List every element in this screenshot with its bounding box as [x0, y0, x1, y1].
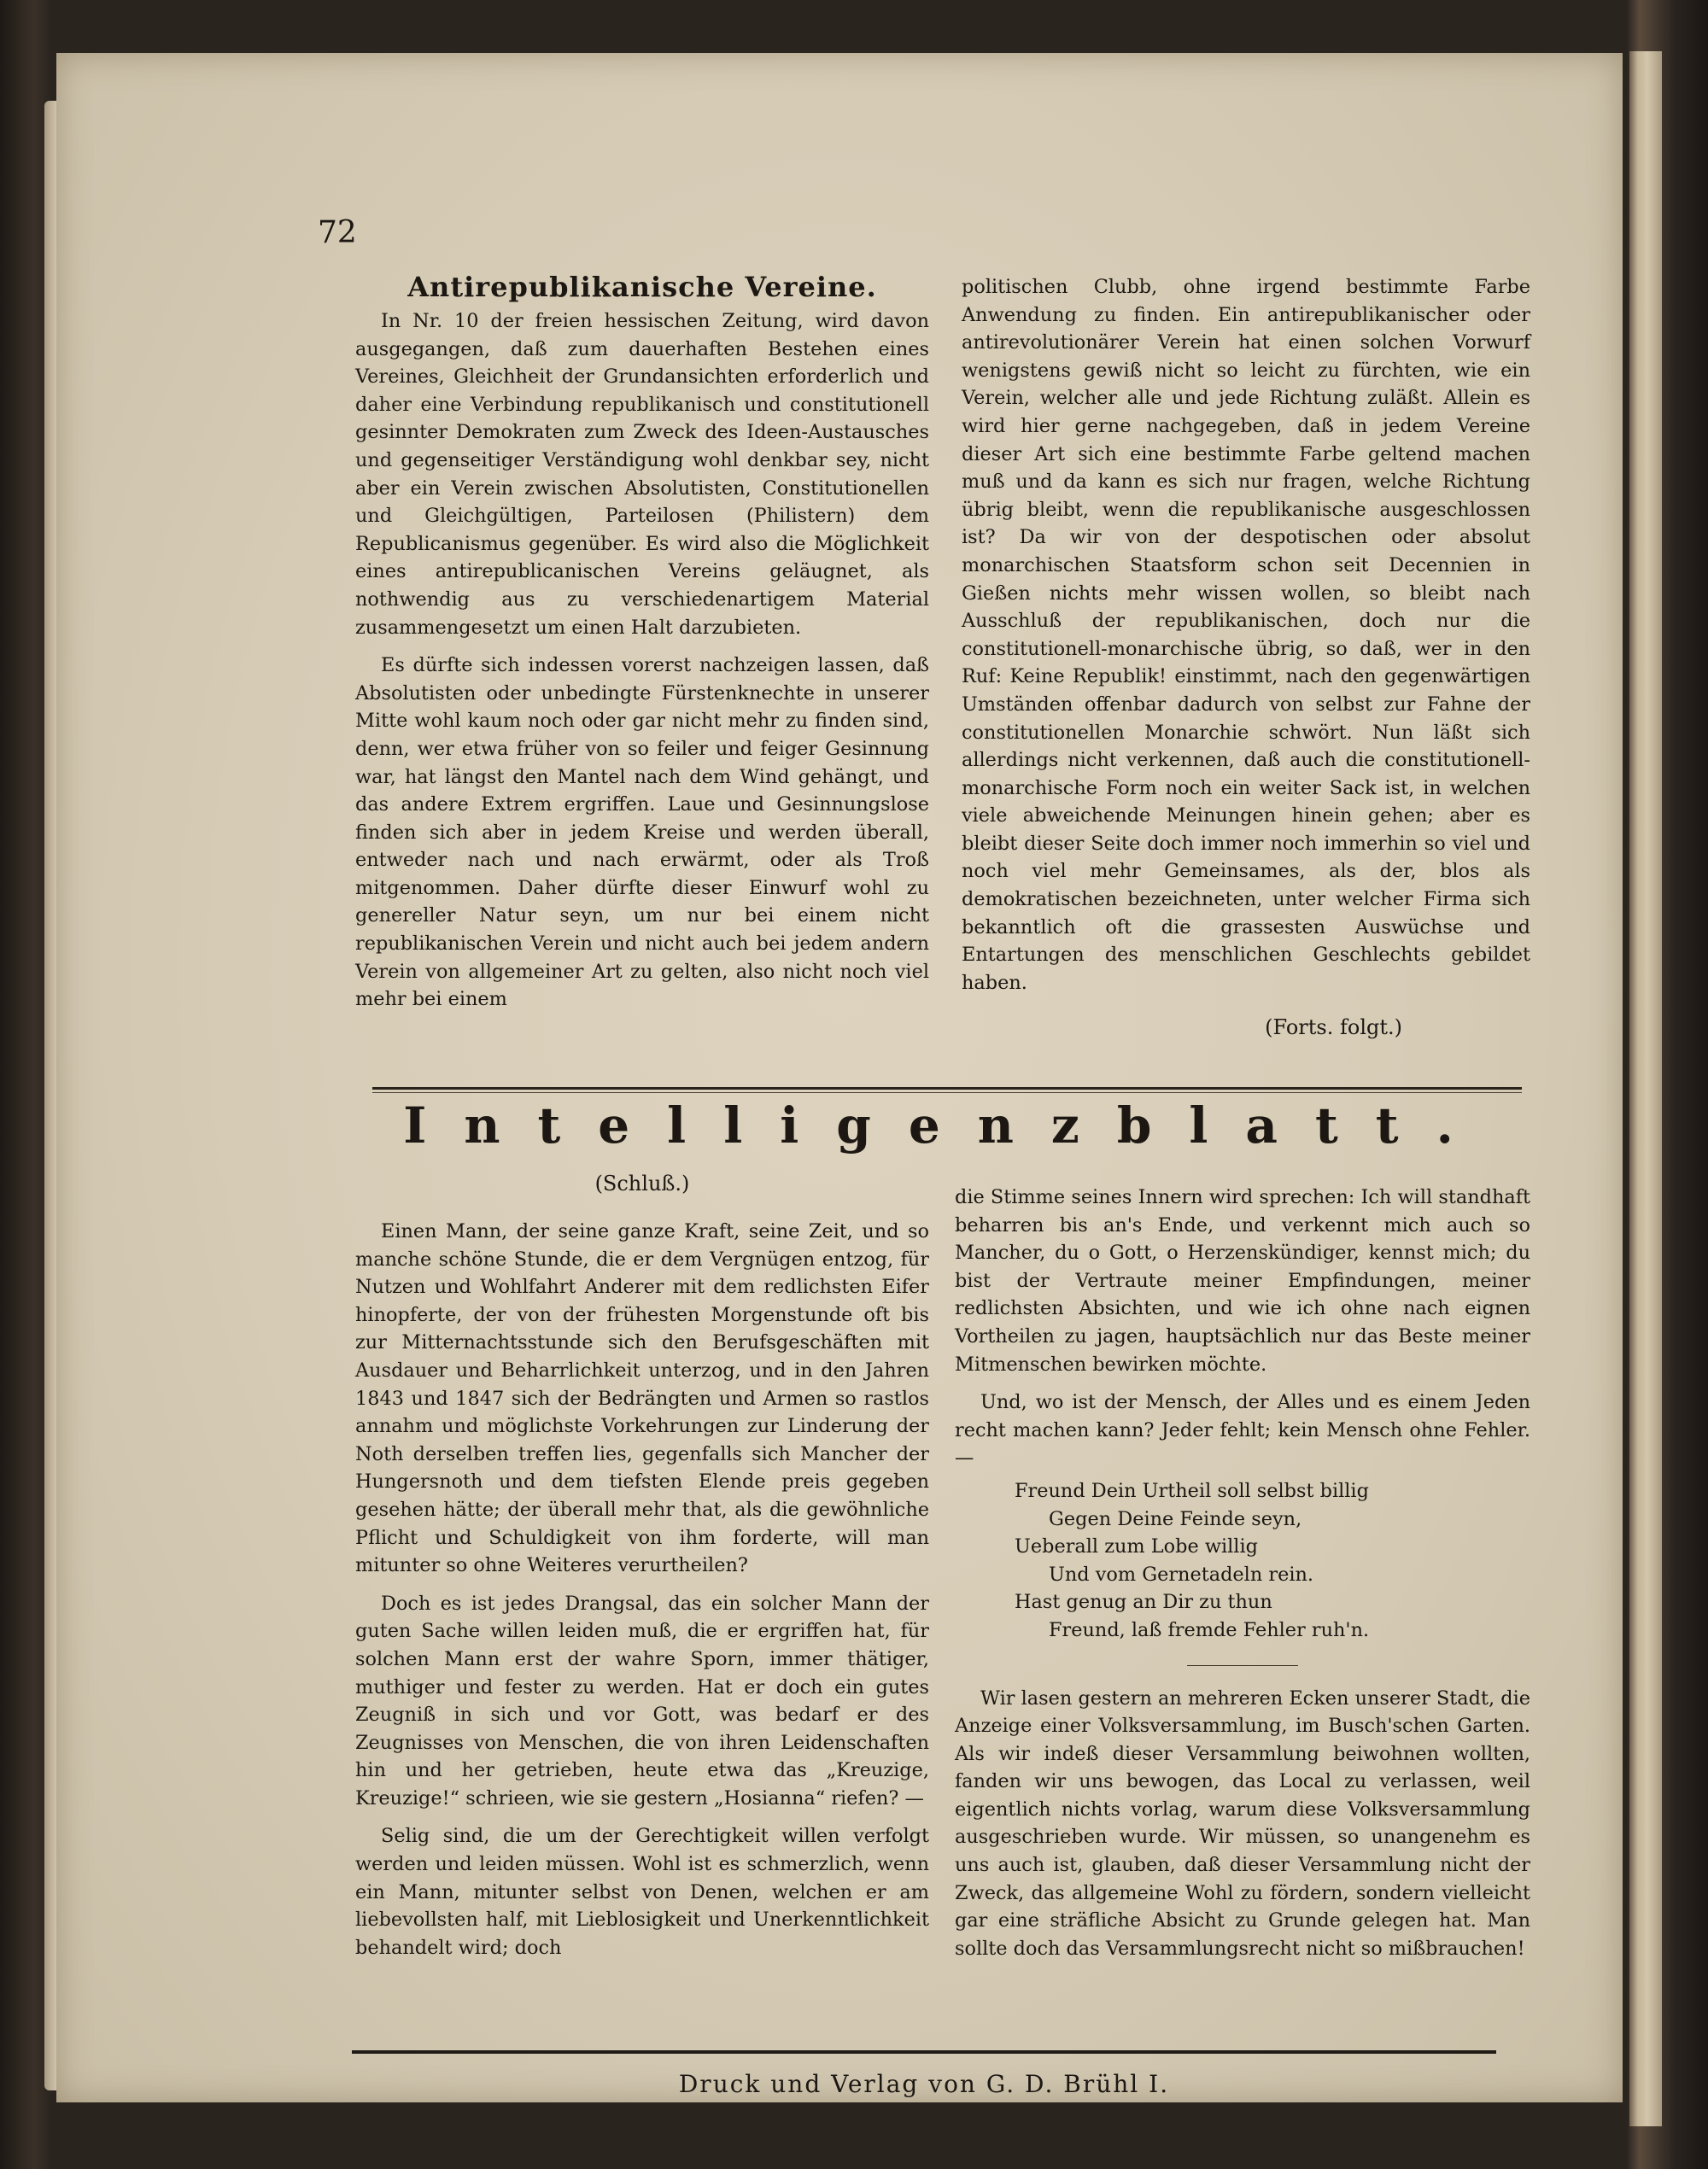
- section-divider: [372, 1087, 1522, 1090]
- section-subtitle: (Schluß.): [594, 1172, 690, 1196]
- section-paragraph: Selig sind, die um der Gerechtigkeit willen verfolgt werden und leiden müssen. Wohl ist es schmerzlich, wenn ein Mann, mitunter selbst von Denen, welchen er am liebevollsten half, mit Lieblosigkeit und Unerkenntlichkeit behandelt wird; doch: [355, 1825, 929, 1959]
- article-title: Antirepublikanische Vereine.: [407, 271, 877, 303]
- article-paragraph: Es dürfte sich indessen vorerst nachzeigen lassen, daß Absolutisten oder unbedingte Fürstenknechte in unserer Mitte wohl kaum noch oder gar nicht mehr zu finden sind, denn, wer etwa früher von so feiler und feiger Gesinnung war, hat längst den Mantel nach dem Wind gehängt, und das andere Extrem ergriffen. Laue und Gesinnungslose finden sich aber in jedem Kreise und werden überall, entweder nach und nach erwärmt, oder als Troß mitgenommen. Daher dürfte dieser Einwurf wohl zu genereller Natur seyn, um nur bei einem nicht republikanischen Verein und nicht auch bei jedem andern Verein von allgemeiner Art zu gelten, also nicht noch viel mehr bei einem: [355, 654, 929, 1011]
- article-paragraph: politischen Clubb, ohne irgend bestimmte Farbe Anwendung zu finden. Ein antirepublikanischer oder antirevolutionärer Verein hat einen solchen Vorwurf wenigstens gewiß nicht so leicht zu fürchten, wie ein Verein, welcher alle und jede Richtung zuläßt. Allein es wird hier gerne nachgegeben, daß in jedem Vereine dieser Art sich eine bestimmte Farbe geltend machen muß und da kann es sich nur fragen, welche Richtung übrig bleibt, wenn die republikanische ausgeschlossen ist? Da wir von der despotischen oder absolut monarchischen Staatsform schon seit Decennien in Gießen nichts mehr wissen wollen, so bleibt nach Ausschluß der republikanischen, doch nur die constitutionell-monarchische übrig, so daß, wer in den Ruf: Keine Republik! einstimmt, nach den gegenwärtigen Umständen offenbar dadurch von selbst zur Fahne der constitutionellen Monarchie schwört. Nun läßt sich allerdings nicht verkennen, daß auch die constitutionell-monarchische Form noch ein weiter Sack ist, in welchen viele abweichende Meinungen hinein gehen; aber es bleibt dieser Seite doch immer noch immerhin so viel und noch viel mehr Gemeinsames, als der, blos als demokratischen bezeichneten, unter welcher Firma sich bekanntlich oft die grassesten Auswüchse und Entartungen des menschlichen Geschlechts gebildet haben.: [962, 276, 1530, 994]
- newspaper-page: [56, 53, 1623, 2102]
- footer-divider: [352, 2050, 1496, 2054]
- article-column-right: [962, 273, 1530, 997]
- imprint: Druck und Verlag von G. D. Brühl I.: [678, 2070, 1170, 2098]
- poem-line: Freund, laß fremde Fehler ruh'n.: [1049, 1618, 1370, 1641]
- poem-line: Und vom Gernetadeln rein.: [1049, 1563, 1314, 1586]
- continued-note: (Forts. folgt.): [1265, 1015, 1402, 1039]
- page-number: 72: [318, 215, 357, 250]
- article-column-left: [355, 307, 929, 1014]
- section-paragraph: die Stimme seines Innern wird sprechen: Ich will standhaft beharren bis an's Ende, und verkennt mich auch so Mancher, du o Gott, o Herzenskündiger, kennst mich; du bist der Vertraute meiner Empfindungen, meiner redlichsten Absichten, und wie ich ohne nach eignen Vortheilen zu jagen, hauptsächlich nur das Beste meiner Mitmenschen bewirken möchte.: [955, 1186, 1530, 1376]
- poem-line: Freund Dein Urtheil soll selbst billig: [1015, 1479, 1369, 1502]
- section-title: Intelligenzblatt.: [403, 1096, 1491, 1155]
- section-paragraph: Einen Mann, der seine ganze Kraft, seine Zeit, und so manche schöne Stunde, die er dem Vergnügen entzog, für Nutzen und Wohlfahrt Anderer mit dem redlichsten Eifer hinopferte, der von der frühesten Morgenstunde oft bis zur Mitternachtsstunde sich den Berufsgeschäften mit Ausdauer und Beharrlichkeit unterzog, und in den Jahren 1843 und 1847 sich der Bedrängten und Armen so rastlos annahm und möglichste Vorkehrungen zur Linderung der Noth derselben treffen lies, gegenfalls sich Mancher der Hungersnoth und dem tiefsten Elende preis gegeben gesehen hätte; der überall mehr that, als die gewöhnliche Pflicht und Schuldigkeit von ihm forderte, will man mitunter so ohne Weiteres verurtheilen?: [355, 1220, 929, 1577]
- section-paragraph: Und, wo ist der Mensch, der Alles und es einem Jeden recht machen kann? Jeder fehlt; kein Mensch ohne Fehler. —: [955, 1391, 1530, 1470]
- section-paragraph: Wir lasen gestern an mehreren Ecken unserer Stadt, die Anzeige einer Volksversammlung, im Busch'schen Garten. Als wir indeß dieser Versammlung beiwohnen wollten, fanden wir uns bewogen, das Local zu verlassen, weil eigentlich nichts vorlag, warum diese Volksversammlung ausgeschrieben wurde. Wir müssen, so unangenehm es uns auch ist, glauben, daß dieser Versammlung nicht der Zweck, das allgemeine Wohl zu fördern, sondern vielleicht gar eine sträfliche Absicht zu Grunde gelegen hat. Man sollte doch das Versammlungsrecht nicht so mißbrauchen!: [955, 1687, 1530, 1960]
- section-divider-thin: [372, 1092, 1522, 1093]
- poem-line: Hast genug an Dir zu thun: [1015, 1591, 1272, 1614]
- next-page-edge: [1629, 51, 1662, 2126]
- short-rule: [1187, 1665, 1298, 1666]
- section-paragraph: Doch es ist jedes Drangsal, das ein solcher Mann der guten Sache willen leiden muß, die er ergriffen hat, für solchen Mann erst der wahre Sporn, immer thätiger, muthiger und fester zu werden. Hat er doch ein gutes Zeugniß in sich und vor Gott, was bedarf er des Zeugnisses von Menschen, die von ihren Leidenschaften hin und her getrieben, heute etwa das „Kreuzige, Kreuzige!“ schrieen, wie sie gestern „Hosianna“ riefen? —: [355, 1592, 929, 1809]
- poem: [955, 1477, 1530, 1645]
- article-paragraph: In Nr. 10 der freien hessischen Zeitung, wird davon ausgegangen, daß zum dauerhaften Bestehen eines Vereines, Gleichheit der Grundansichten erforderlich und daher eine Verbindung republikanisch und constitutionell gesinnter Demokraten zum Zweck des Ideen-Austausches und gegenseitiger Verständigung wohl denkbar sey, nicht aber ein Verein zwischen Absolutisten, Constitutionellen und Gleichgültigen, Parteilosen (Philistern) dem Republicanismus gegenüber. Es wird also die Möglichkeit eines antirepublicanischen Vereins geläugnet, als nothwendig aus zu verschiedenartigem Material zusammengesetzt um einen Halt darzubieten.: [355, 310, 929, 639]
- poem-line: Ueberall zum Lobe willig: [1015, 1535, 1258, 1558]
- section-column-left: [355, 1218, 929, 1961]
- poem-line: Gegen Deine Feinde seyn,: [1049, 1507, 1302, 1530]
- section-column-right: [955, 1184, 1530, 1962]
